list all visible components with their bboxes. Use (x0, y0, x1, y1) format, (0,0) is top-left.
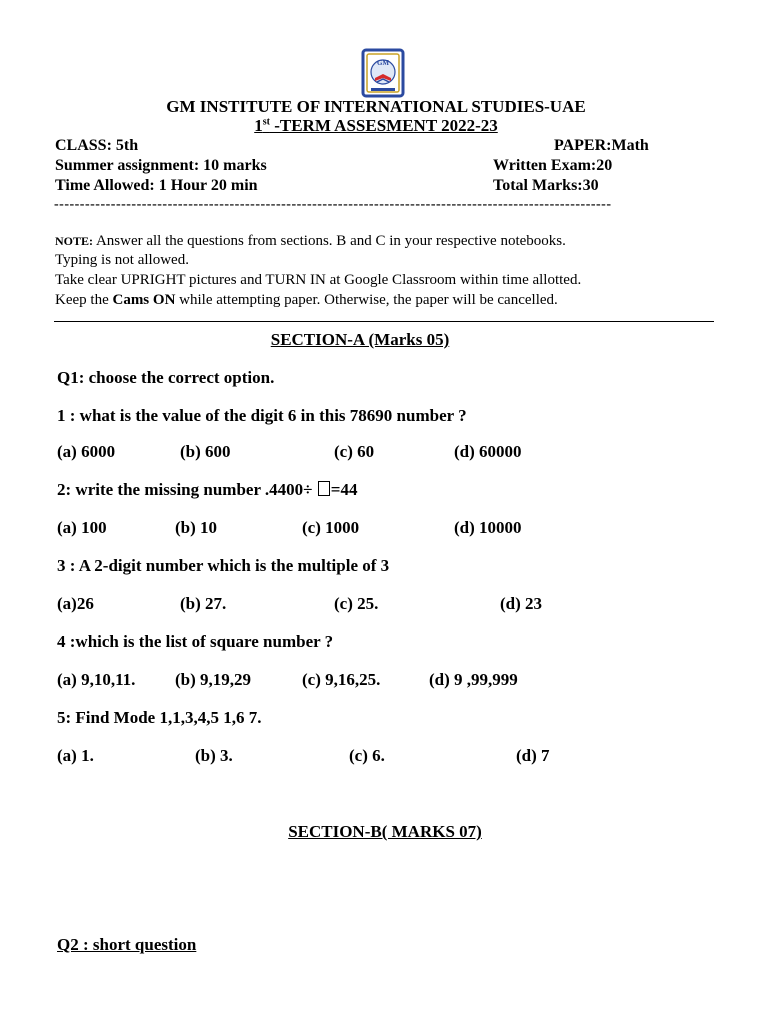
note-text-4-bold: Cams ON (112, 292, 176, 308)
option-2c: (c) 1000 (302, 518, 360, 537)
term-rest: -TERM ASSESMENT 2022-23 (269, 116, 498, 135)
option-1d: (d) 60000 (454, 442, 522, 461)
note-text-4-pre: Keep the (55, 292, 113, 308)
summer-assignment-label: Summer assignment: 10 marks (55, 157, 267, 174)
option-4d: (d) 9 ,99,999 (429, 670, 518, 689)
paper-label: PAPER:Math (554, 137, 649, 154)
option-5d: (d) 7 (516, 746, 550, 765)
question-1-4: 4 :which is the list of square number ? (57, 632, 334, 651)
option-1c: (c) 60 (334, 442, 375, 461)
horizontal-rule (54, 321, 714, 322)
option-5a: (a) 1. (57, 746, 94, 765)
option-4a: (a) 9,10,11. (57, 670, 136, 689)
question-1-2 (57, 480, 357, 500)
class-label: CLASS: 5th (55, 137, 139, 154)
note-text-4-post: while attempting paper. Otherwise, the paper will be cancelled. (175, 292, 558, 308)
question-1-heading: Q1: choose the correct option. (57, 368, 275, 387)
school-logo (360, 48, 406, 98)
missing-number-box-icon (318, 481, 330, 496)
time-allowed-label: Time Allowed: 1 Hour 20 min (55, 177, 258, 194)
question-1-1: 1 : what is the value of the digit 6 in this 78690 number ? (57, 406, 467, 425)
option-1a: (a) 6000 (57, 442, 116, 461)
note-label: NOTE: (55, 234, 94, 248)
term-superscript: st (262, 116, 270, 128)
note-text-1: Answer all the questions from sections. B and C in your respective notebooks. (93, 233, 566, 249)
school-name: GM INSTITUTE OF INTERNATIONAL STUDIES-UAE (166, 97, 586, 116)
question-1-5: 5: Find Mode 1,1,3,4,5 1,6 7. (57, 708, 262, 727)
option-4b: (b) 9,19,29 (175, 670, 252, 689)
section-b-title: SECTION-B( MARKS 07) (288, 822, 482, 841)
logo-text: GM (376, 59, 390, 67)
option-5c: (c) 6. (349, 746, 385, 765)
written-exam-label: Written Exam:20 (493, 157, 613, 174)
option-3c: (c) 25. (334, 594, 379, 613)
note-line-4 (55, 292, 558, 309)
section-a-title: SECTION-A (Marks 05) (270, 330, 450, 349)
term-title (0, 116, 752, 136)
question-1-3: 3 : A 2-digit number which is the multiple of 3 (57, 556, 390, 575)
question-2-heading: Q2 : short question (57, 935, 197, 954)
dashed-divider: ------------------------------------------------------------------------------------------------------------ (54, 197, 612, 212)
school-crest-icon (360, 48, 406, 98)
option-4c: (c) 9,16,25. (302, 670, 381, 689)
note-line-2: Typing is not allowed. (55, 252, 189, 268)
question-2-pre: 2: write the missing number .4400÷ (57, 480, 317, 499)
question-2-post: =44 (330, 480, 358, 499)
option-5b: (b) 3. (195, 746, 233, 765)
option-2a: (a) 100 (57, 518, 107, 537)
total-marks-label: Total Marks:30 (493, 177, 599, 194)
option-1b: (b) 600 (180, 442, 231, 461)
option-3b: (b) 27. (180, 594, 227, 613)
note-line-3: Take clear UPRIGHT pictures and TURN IN at Google Classroom within time allotted. (55, 272, 582, 288)
option-3d: (d) 23 (500, 594, 543, 613)
option-2b: (b) 10 (175, 518, 218, 537)
option-3a: (a)26 (57, 594, 94, 613)
note-line-1 (55, 233, 566, 250)
term-number: 1 (254, 116, 263, 135)
option-2d: (d) 10000 (454, 518, 522, 537)
